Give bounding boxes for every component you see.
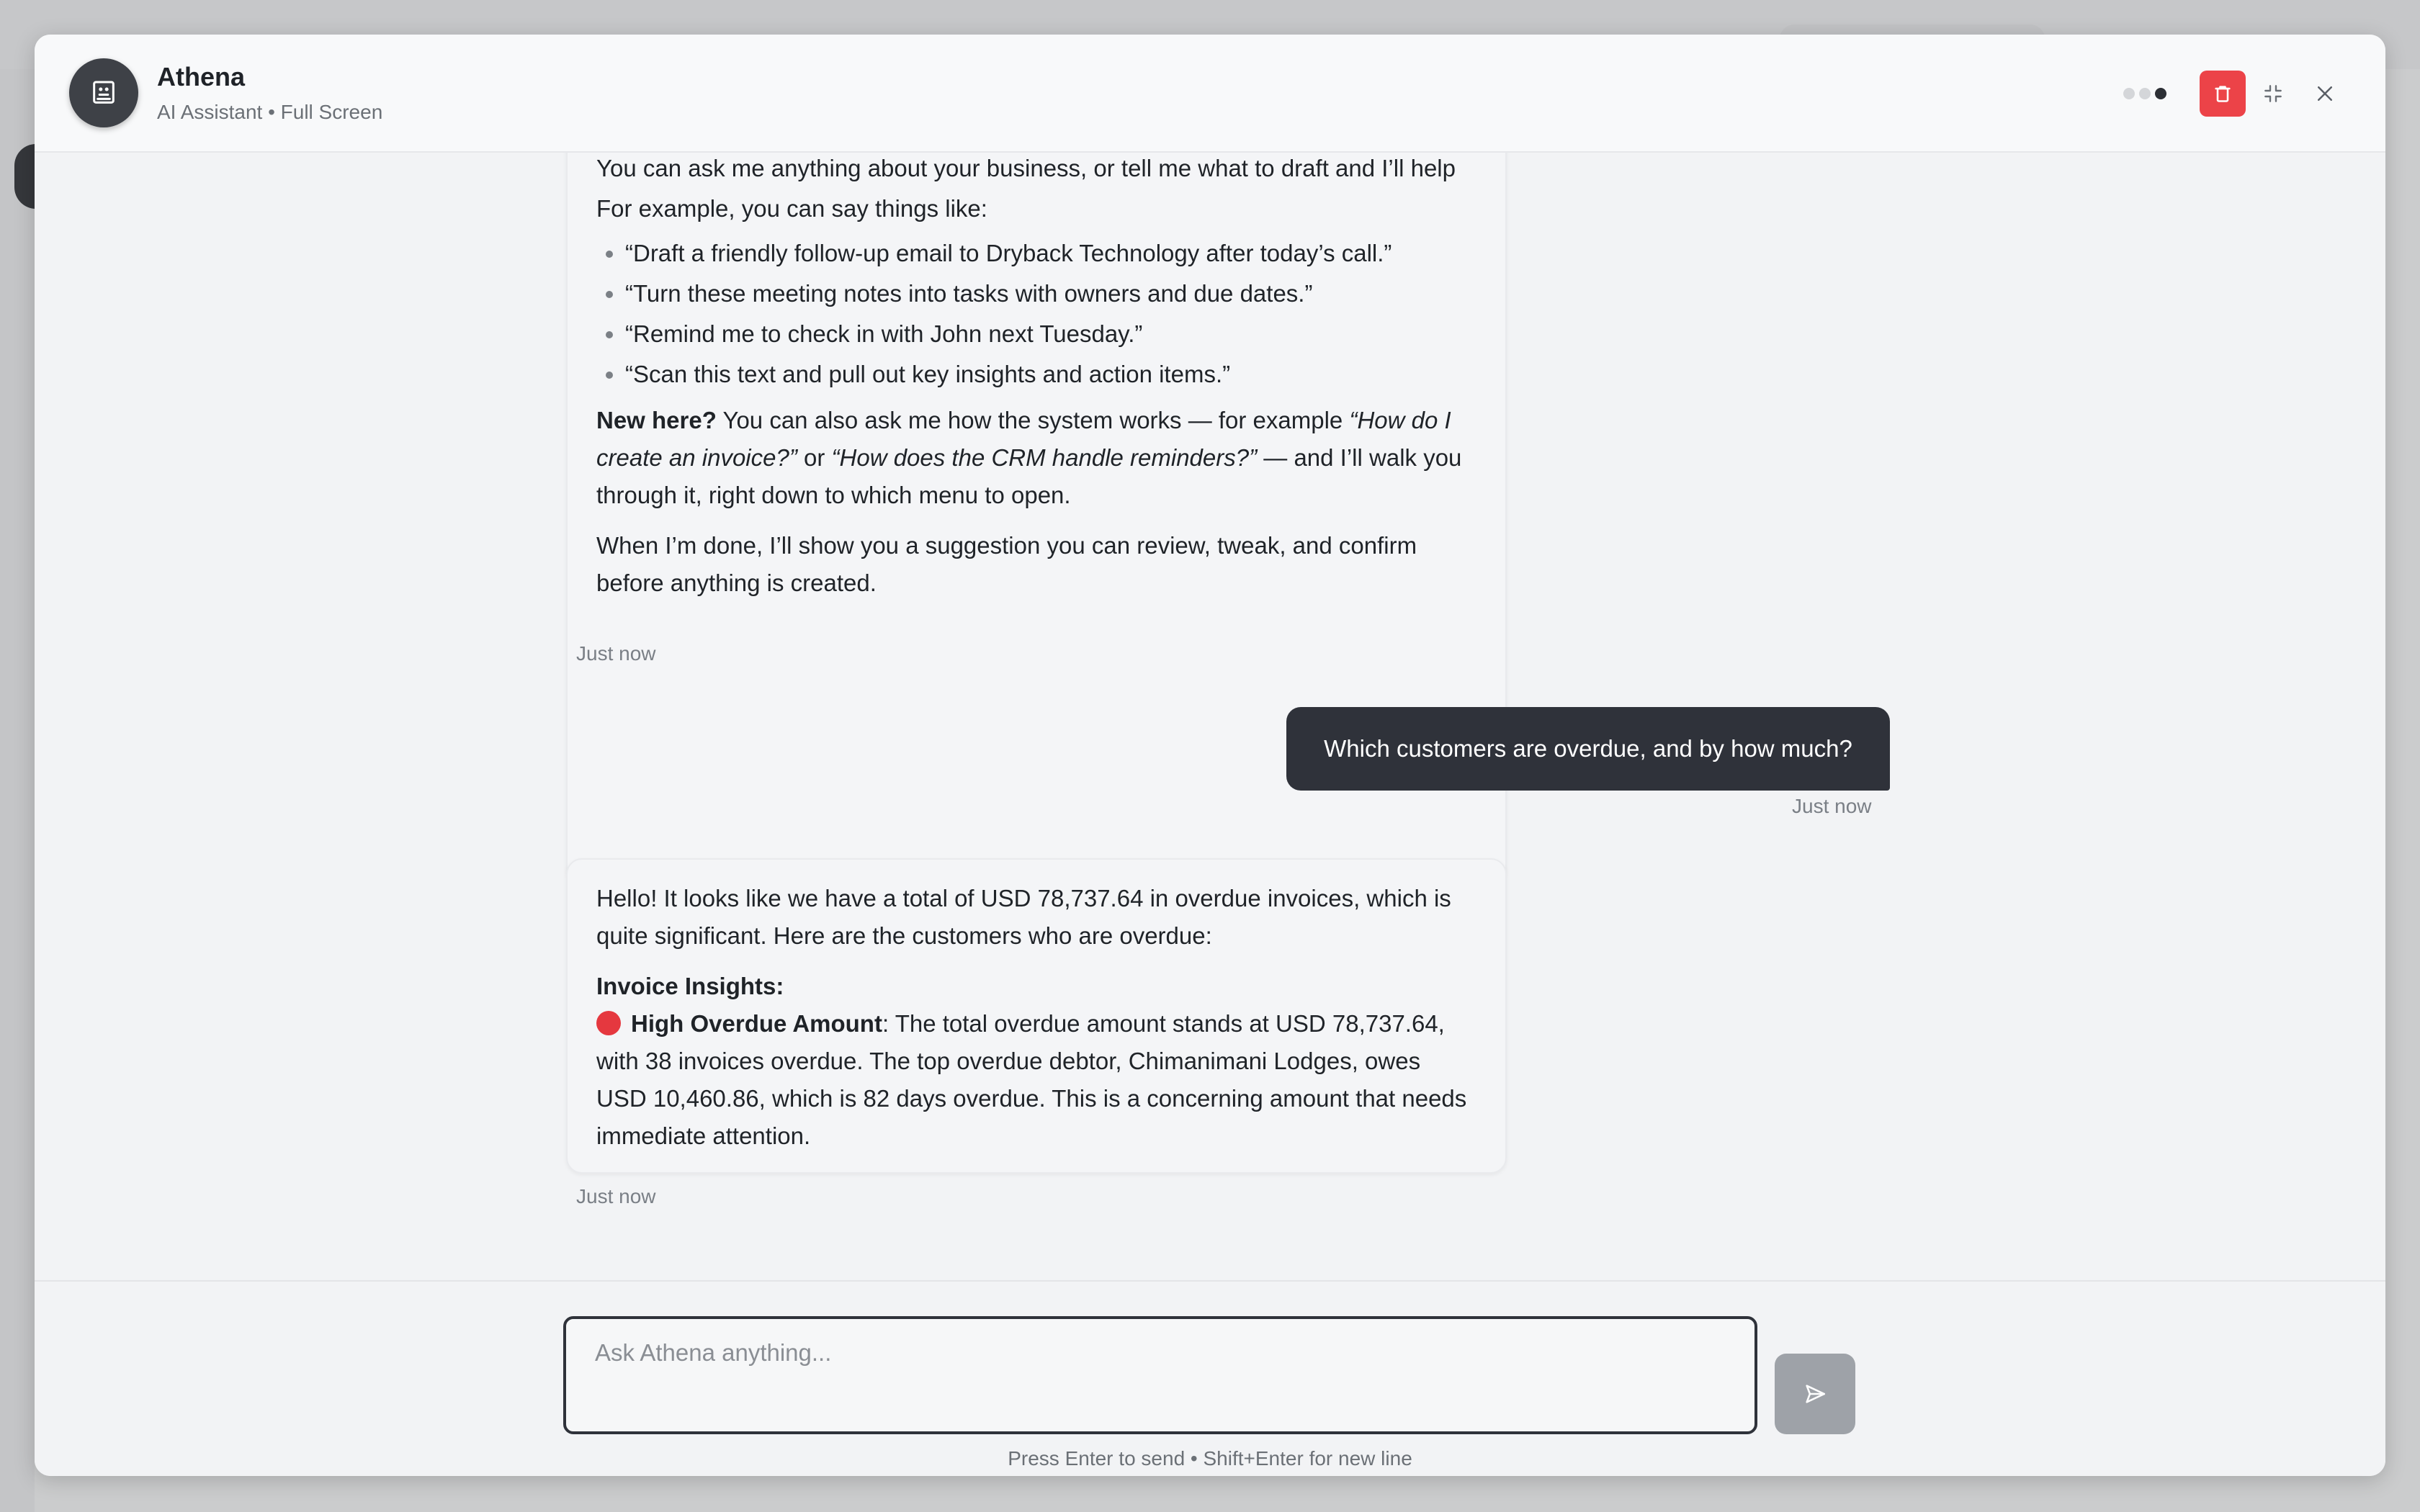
close-button[interactable] bbox=[2308, 76, 2342, 111]
robot-icon bbox=[89, 78, 118, 107]
message-text: You can also ask me how the system works — for example bbox=[716, 407, 1350, 433]
section-title bbox=[596, 968, 1476, 1005]
list-item: • “Remind me to check in with John next Tuesday.” bbox=[625, 314, 1476, 354]
assistant-modal bbox=[35, 35, 2385, 1476]
exit-fullscreen-button[interactable] bbox=[2256, 76, 2290, 111]
message-text: — and I’ll walk you through it, right down to which menu to open. bbox=[596, 444, 1462, 508]
assistant-message bbox=[566, 858, 1507, 1174]
message-text: For example, you can say things like: bbox=[596, 195, 987, 222]
background-sidebar bbox=[0, 69, 35, 1512]
close-icon bbox=[2314, 83, 2336, 104]
message-text: When I’m done, I’ll show you a suggestion you can review, tweak, and confirm before anything is created. bbox=[596, 532, 1417, 596]
status-dot bbox=[2139, 88, 2151, 99]
modal-header bbox=[35, 35, 2385, 153]
message-text: You can ask me anything about your business, or tell me what to draft and I’ll help bbox=[596, 155, 1456, 181]
chat-thread[interactable] bbox=[35, 153, 2385, 1280]
message-text: or bbox=[797, 444, 832, 471]
italic-quote: “How does the CRM handle reminders?” bbox=[831, 444, 1258, 471]
italic-quote: “How do I create an invoice?” bbox=[596, 407, 1451, 471]
message-timestamp: Just now bbox=[576, 1185, 656, 1207]
minimize-icon bbox=[2262, 82, 2285, 105]
status-dot bbox=[2123, 88, 2135, 99]
message-timestamp: Just now bbox=[1792, 795, 1872, 817]
assistant-subtitle: AI Assistant • Full Screen bbox=[157, 101, 383, 123]
composer-hint: Press Enter to send • Shift+Enter for new line bbox=[1008, 1447, 1412, 1470]
assistant-name: Athena bbox=[157, 62, 246, 91]
trash-icon bbox=[2213, 84, 2233, 104]
send-button[interactable] bbox=[1775, 1354, 1855, 1434]
insight-text bbox=[596, 1005, 1476, 1155]
bold-text: Invoice Insights: bbox=[596, 973, 784, 999]
message-text: Hello! It looks like we have a total of USD 78,737.64 in overdue invoices, which is quite significant. Here are the customers who are overdue: bbox=[596, 885, 1451, 949]
message-input[interactable] bbox=[563, 1316, 1757, 1434]
list-item: • “Scan this text and pull out key insights and action items.” bbox=[625, 354, 1476, 395]
status-dots bbox=[2123, 88, 2166, 99]
clear-chat-button[interactable] bbox=[2200, 71, 2246, 117]
red-circle-icon bbox=[596, 1011, 621, 1035]
composer bbox=[35, 1280, 2385, 1476]
message-timestamp: Just now bbox=[576, 642, 656, 665]
avatar bbox=[69, 58, 138, 127]
example-list bbox=[596, 233, 1476, 395]
bold-text: High Overdue Amount bbox=[631, 1010, 882, 1037]
list-item: • “Draft a friendly follow-up email to Dryback Technology after today’s call.” bbox=[625, 233, 1476, 274]
bold-text: New here? bbox=[596, 407, 717, 433]
user-message: Which customers are overdue, and by how much? bbox=[1286, 707, 1890, 791]
status-dot-active bbox=[2155, 88, 2166, 99]
message-text: : The total overdue amount stands at USD 78,737.64, with 38 invoices overdue. The top overdue debtor, Chimanimani Lodges, owes USD 10,460.86, which is 82 days overdue. This is a concerning amount that needs immediate attention. bbox=[596, 1010, 1467, 1149]
list-item: • “Turn these meeting notes into tasks with owners and due dates.” bbox=[625, 274, 1476, 314]
send-icon bbox=[1803, 1382, 1827, 1406]
message-text bbox=[596, 402, 1476, 514]
